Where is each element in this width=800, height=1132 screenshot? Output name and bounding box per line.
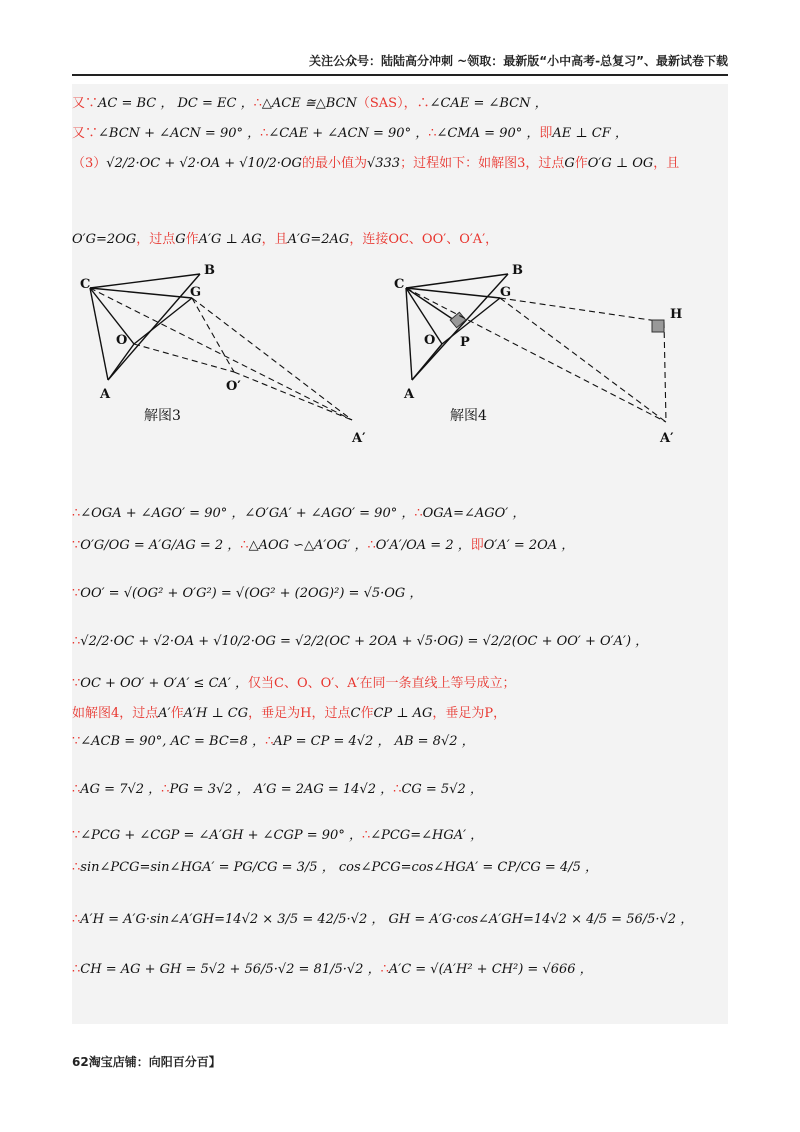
annotation-text: ∴ (380, 962, 389, 977)
math-text: A′H = A′G·sin∠A′GH=14√2 × 3/5 = 42/5·√2 ， GH = A′G·cos∠A′GH=14√2 × 4/5 = 56/5·√2 ， (80, 912, 694, 927)
fig4-label-b: B (512, 263, 523, 278)
math-text: O′A′/OA = 2 ， (375, 538, 471, 553)
math-text: ∠PCG + ∠CGP = ∠A′GH + ∠CGP = 90° ， (80, 828, 362, 843)
fig4-label-o: O (424, 333, 436, 348)
math-text: AC = BC ， DC = EC ， (98, 96, 254, 111)
line-ha-prime (664, 322, 666, 422)
solution-line (72, 584, 422, 604)
fig4-label-a: A (404, 387, 415, 402)
annotation-text: ，且 (653, 156, 680, 171)
math-text: A′G ⊥ AG (198, 232, 262, 247)
math-text: PG = 3√2 ， A′G = 2AG = 14√2 ， (169, 782, 394, 797)
page-header (72, 52, 728, 76)
annotation-text: OC、OO′、O′A′ (388, 232, 486, 247)
math-text: AP = CP = 4√2 ， AB = 8√2 ， (273, 734, 475, 749)
annotation-text: ∴ (72, 962, 81, 977)
math-text: A′C = √(A′H² + CH²) = √666 ， (388, 962, 593, 977)
fig4-label-a-prime: A′ (660, 431, 674, 446)
math-text: √2/2·OC + √2·OA + √10/2·OG (106, 156, 302, 171)
line-ca (90, 288, 108, 380)
solution-line (72, 826, 483, 846)
line-ba (108, 274, 200, 380)
solution-line (72, 94, 548, 114)
line-cg (90, 288, 192, 298)
figure-3-labels (80, 263, 366, 446)
annotation-text: ∵ (72, 586, 81, 601)
math-text: sin∠PCG=sin∠HGA′ = PG/CG = 3/5 ， cos∠PCG=cos∠HGA′ = CP/CG = 4/5 ， (80, 860, 598, 875)
math-text: △ACE ≅△BCN (261, 96, 357, 111)
annotation-text: ∵ (72, 538, 81, 553)
line-co (90, 288, 134, 344)
line-gh (500, 298, 664, 322)
math-text: C (350, 706, 361, 721)
header-text: 关注公众号：陆陆高分冲刺 ~领取：最新版“小中高考-总复习”、最新试卷下载 (309, 54, 728, 68)
fig3-label-o: O (116, 333, 128, 348)
line-cb (406, 274, 508, 288)
solution-line (72, 230, 498, 250)
line-ca (406, 288, 412, 380)
annotation-text: 如解图4，过点 (72, 706, 159, 721)
annotation-text: ∴ (367, 538, 376, 553)
math-text: A′H ⊥ CG (183, 706, 249, 721)
line-oa (412, 344, 442, 380)
annotation-text: ∴ (161, 782, 170, 797)
math-text: √333 (366, 156, 401, 171)
solution-line (72, 780, 483, 800)
fig3-label-o-prime: O′ (226, 379, 241, 394)
figure-3 (90, 274, 352, 420)
math-text: OGA=∠AGO′ ， (422, 506, 526, 521)
fig4-label-c: C (394, 277, 405, 292)
math-text: ∠CAE = ∠BCN ， (429, 96, 548, 111)
page-footer (72, 1053, 221, 1070)
annotation-text: ∵ (72, 734, 81, 749)
annotation-text: 又∵ (72, 126, 99, 141)
line-cb (90, 274, 200, 288)
annotation-text: ，∴ (403, 96, 430, 111)
solution-line (72, 732, 475, 752)
solution-line (72, 674, 516, 694)
solution-line (72, 960, 593, 980)
math-text: △AOG ∽△A′OG′ ， (248, 538, 368, 553)
annotation-text: ，垂足为H，过点 (248, 706, 351, 721)
line-ca-prime (406, 288, 666, 422)
annotation-text: （SAS） (356, 96, 404, 111)
math-text: CH = AG + GH = 5√2 + 56/5·√2 = 81/5·√2 ， (80, 962, 381, 977)
annotation-text: ∴ (72, 860, 81, 875)
annotation-text: 作 (360, 706, 374, 721)
annotation-text: ，垂足为P， (432, 706, 507, 721)
line-go-prime (192, 298, 234, 372)
solution-line (72, 632, 648, 652)
solution-line (72, 124, 628, 144)
math-text: √2/2·OC + √2·OA + √10/2·OG = √2/2(OC + 2OA + √5·OG) = √2/2(OC + OO′ + O′A′) ， (80, 634, 649, 649)
line-ga-prime (192, 298, 352, 420)
annotation-text: ， (485, 232, 499, 247)
line-ga-prime (500, 298, 666, 422)
math-text: G (564, 156, 575, 171)
math-text: OC + OO′ + O′A′ ≤ CA′ ， (80, 676, 248, 691)
annotation-text: ∵ (72, 676, 81, 691)
math-text: ∠ACB = 90°, AC = BC=8 ， (80, 734, 266, 749)
math-text: ∠CAE + ∠ACN = 90° ， (268, 126, 429, 141)
fig4-label-p: P (460, 335, 470, 350)
annotation-text: ，过点 (136, 232, 176, 247)
annotation-text: ，且 (261, 232, 288, 247)
line-og (134, 298, 192, 344)
annotation-text: 作 (170, 706, 184, 721)
right-angle-h (652, 320, 664, 332)
solution-line (72, 910, 693, 930)
math-text: ∠OGA + ∠AGO′ = 90° ，∠O′GA′ + ∠AGO′ = 90° ， (80, 506, 415, 521)
annotation-text: （3） (72, 156, 107, 171)
annotation-text: 即 (470, 538, 484, 553)
math-text: ∠CMA = 90° ， (436, 126, 540, 141)
math-text: OO′ = √(OG² + O′G²) = √(OG² + (2OG)²) = √5·OG ， (80, 586, 423, 601)
math-text: A′G=2AG (287, 232, 350, 247)
fig4-label-h: H (670, 307, 683, 322)
annotation-text: ∴ (240, 538, 249, 553)
line-ca-prime (90, 288, 352, 420)
math-text: ∠PCG=∠HGA′ ， (370, 828, 484, 843)
annotation-text: 又∵ (72, 96, 99, 111)
annotation-text: 仅当C、O、O′、A′在同一条直线上等号成立； (248, 676, 516, 691)
annotation-text: ∴ (72, 912, 81, 927)
annotation-text: 作 (185, 232, 199, 247)
fig3-label-b: B (204, 263, 215, 278)
solution-line (72, 154, 679, 174)
annotation-text: ∴ (393, 782, 402, 797)
line-oa (108, 344, 134, 380)
solution-line (72, 704, 506, 724)
annotation-text: ∴ (428, 126, 437, 141)
annotation-text: ∴ (260, 126, 269, 141)
math-text: CG = 5√2 ， (401, 782, 483, 797)
math-text: O′G ⊥ OG (587, 156, 654, 171)
annotation-text: ∴ (72, 634, 81, 649)
solution-body (72, 84, 728, 1024)
solution-line (72, 858, 598, 878)
figure-4-labels (394, 263, 682, 446)
fig4-label-g: G (500, 285, 512, 300)
math-text: A′ (158, 706, 171, 721)
fig3-label-a-prime: A′ (352, 431, 366, 446)
fig3-label-c: C (80, 277, 91, 292)
geometry-figures (72, 262, 728, 562)
fig3-label-a: A (100, 387, 111, 402)
annotation-text: 即 (539, 126, 553, 141)
math-text: AE ⊥ CF ， (552, 126, 628, 141)
line-o-prime-a-prime (234, 372, 352, 420)
fig3-caption: 解图3 (144, 408, 181, 424)
footer-text: 62淘宝店铺：向阳百分百】 (72, 1055, 221, 1069)
annotation-text: ∴ (361, 828, 371, 843)
annotation-text: ∴ (414, 506, 423, 521)
math-text: O′A′ = 2OA ， (483, 538, 575, 553)
math-text: G (175, 232, 186, 247)
annotation-text: 作 (574, 156, 588, 171)
math-text: AG = 7√2 ， (80, 782, 162, 797)
line-cg (406, 288, 500, 298)
annotation-text: ∵ (72, 828, 81, 843)
annotation-text: 的最小值为 (301, 156, 367, 171)
figures (72, 262, 728, 562)
fig4-caption: 解图4 (450, 408, 487, 424)
annotation-text: ∴ (253, 96, 262, 111)
annotation-text: ∴ (72, 782, 81, 797)
annotation-text: ，连接 (349, 232, 389, 247)
math-text: O′G=2OG (72, 232, 137, 247)
math-text: CP ⊥ AG (373, 706, 433, 721)
line-oo-prime (134, 344, 234, 372)
math-text: ∠BCN + ∠ACN = 90° ， (98, 126, 261, 141)
annotation-text: ∴ (265, 734, 274, 749)
math-text: O′G/OG = A′G/AG = 2 ， (80, 538, 241, 553)
annotation-text: ；过程如下：如解图3，过点 (400, 156, 565, 171)
right-angle-p (450, 312, 466, 327)
figure-4 (406, 274, 666, 422)
fig3-label-g: G (190, 285, 202, 300)
annotation-text: ∴ (72, 506, 81, 521)
